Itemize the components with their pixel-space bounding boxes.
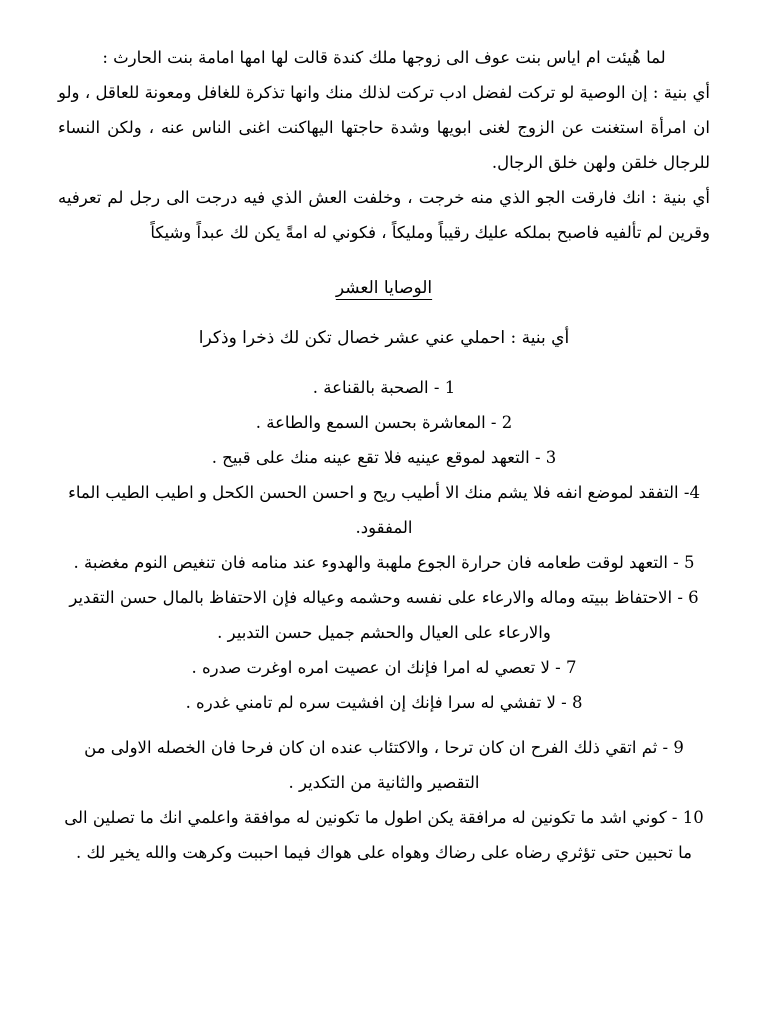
section-heading-text: الوصايا العشر: [335, 278, 433, 298]
intro-paragraph-1: أي بنية : إن الوصية لو تركت لفضل ادب تركت لذلك منك وانها تذكرة للغافل ومعونة للعاقل ، ولو ان امرأة استغنت عن الزوج لغنى ابويها وشدة حاجتها اليهاكنت اغنى الناس عنه ، ولكن النساء للرجال خلقن ولهن خلق الرجال.: [58, 83, 710, 172]
intro-paragraph-2: أي بنية : انك فارقت الجو الذي منه خرجت ، وخلفت العش الذي فيه درجت الى رجل لم تعرفيه وقرين لم تألفيه فاصبح بملكه عليك رقيباً ومليكاً ، فكوني له امةً يكن لك عبداً وشيكاً: [58, 188, 710, 242]
advice-item-4: 4- التفقد لموضع انفه فلا يشم منك الا أطيب ريح و احسن الحسن الكحل و اطيب الطيب الماء المفقود.: [68, 483, 700, 537]
advice-item-1: 1 - الصحبة بالقناعة .: [312, 378, 456, 397]
advice-item-7: 7 - لا تعصي له امرا فإنك ان عصيت امره اوغرت صدره .: [191, 658, 577, 677]
advice-item-2: 2 - المعاشرة بحسن السمع والطاعة .: [255, 413, 513, 432]
advice-item-8: 8 - لا تفشي له سرا فإنك إن افشيت سره لم تامني غدره .: [185, 693, 583, 712]
section-heading: [58, 270, 710, 306]
advice-item-9: 9 - ثم اتقي ذلك الفرح ان كان ترحا ، والاكتئاب عنده ان كان فرحا فان الخصله الاولى من التقصير والثانية من التكدير .: [84, 738, 684, 792]
advice-item-6: 6 - الاحتفاظ ببيته وماله والارعاء على نفسه وحشمه وعياله فإن الاحتفاظ بالمال حسن التقدير والارعاء على العيال والحشم جميل حسن التدبير .: [69, 588, 699, 642]
ten-advice-lead: أي بنية : احملي عني عشر خصال تكن لك ذخرا وذكرا: [198, 328, 570, 348]
intro-opening: لما هُيئت ام اياس بنت عوف الى زوجها ملك كندة قالت لها امها امامة بنت الحارث :: [102, 48, 666, 67]
advice-item-5: 5 - التعهد لوقت طعامه فان حرارة الجوع ملهبة والهدوء عند منامه فان تنغيص النوم مغضبة .: [73, 553, 695, 572]
advice-item-3: 3 - التعهد لموقع عينيه فلا تقع عينه منك على قبيح .: [211, 448, 557, 467]
advice-item-10: 10 - كوني اشد ما تكونين له مرافقة يكن اطول ما تكونين له موافقة واعلمي انك ما تصلين الى ما تحبين حتى تؤثري رضاه على رضاك وهواه على هواك فيما احببت وكرهت والله يخير لك .: [64, 808, 704, 862]
